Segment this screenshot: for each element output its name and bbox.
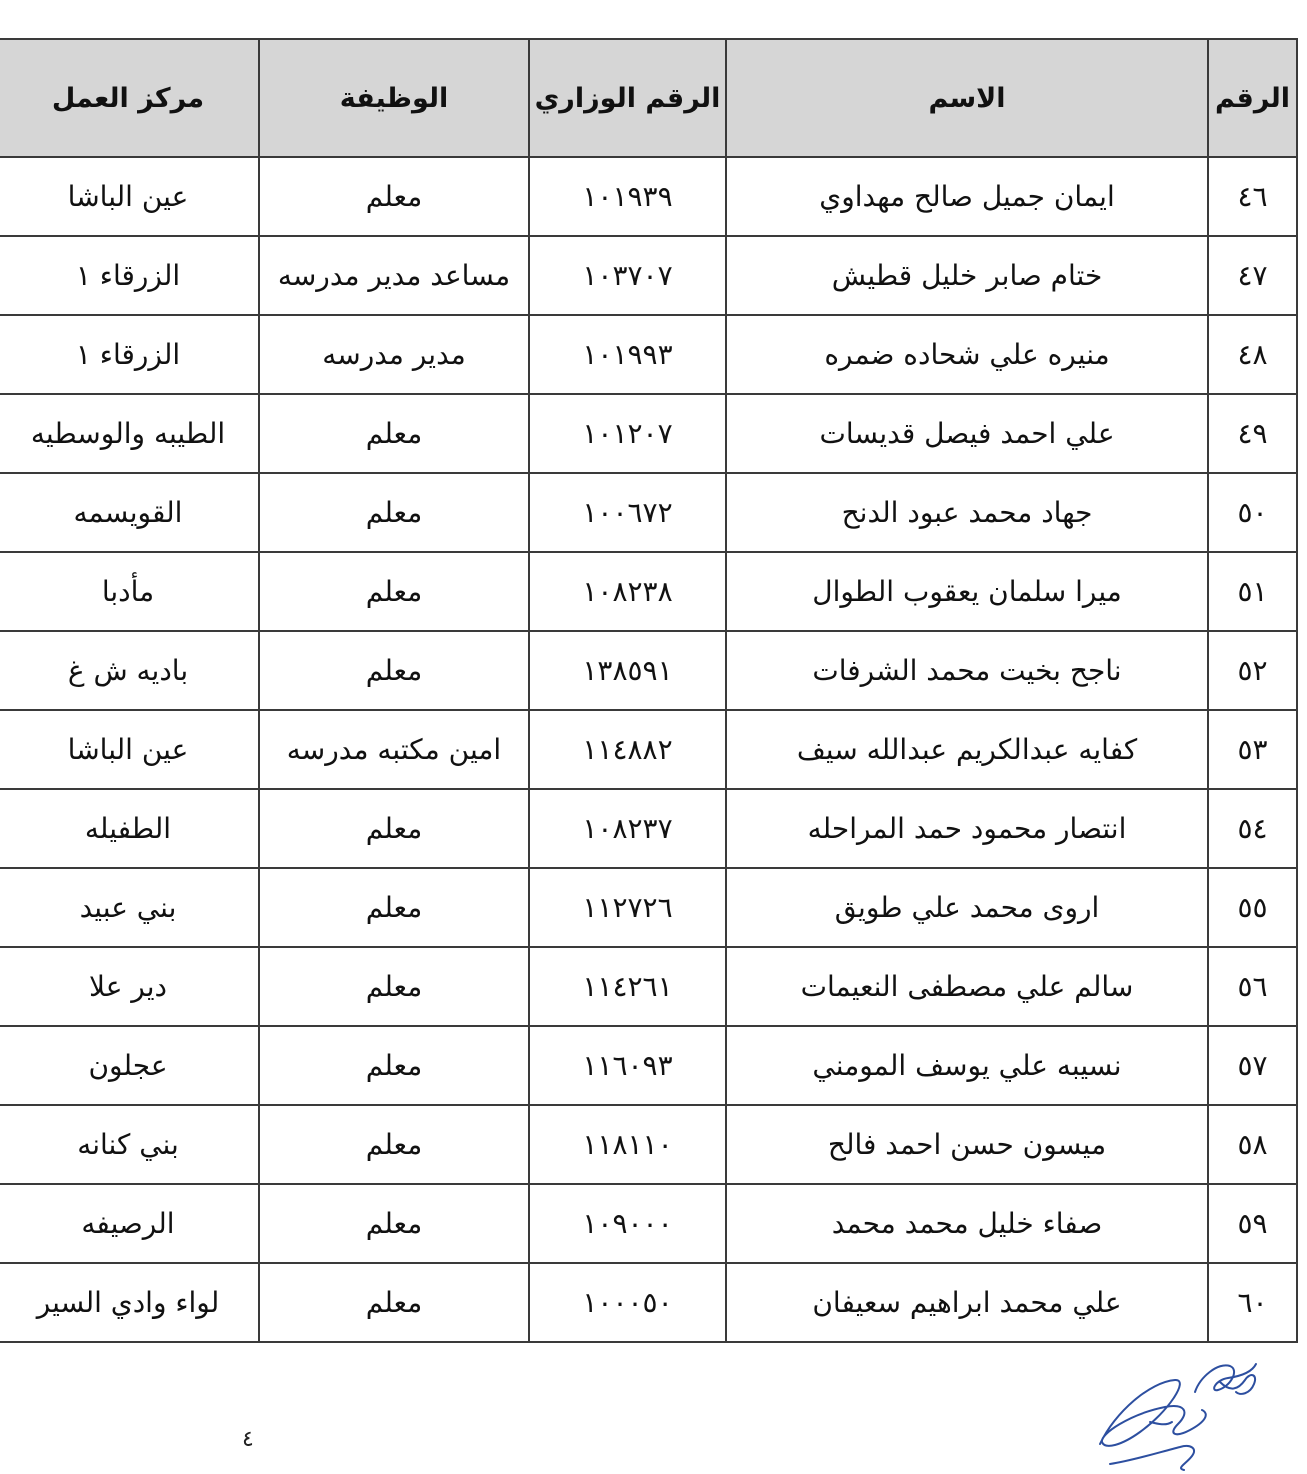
cell-number: ٥٠ bbox=[1208, 473, 1297, 552]
cell-workplace: دير علا bbox=[0, 947, 259, 1026]
table-row bbox=[0, 631, 1297, 710]
cell-job: مدير مدرسه bbox=[259, 315, 529, 394]
cell-name: اروى محمد علي طويق bbox=[726, 868, 1208, 947]
cell-name: صفاء خليل محمد محمد bbox=[726, 1184, 1208, 1263]
cell-name: ميرا سلمان يعقوب الطوال bbox=[726, 552, 1208, 631]
cell-number: ٥٨ bbox=[1208, 1105, 1297, 1184]
cell-ministry-id: ١٠١٢٠٧ bbox=[529, 394, 726, 473]
cell-number: ٤٧ bbox=[1208, 236, 1297, 315]
cell-ministry-id: ١٠٩٠٠٠ bbox=[529, 1184, 726, 1263]
cell-job: معلم bbox=[259, 552, 529, 631]
cell-name: جهاد محمد عبود الدنح bbox=[726, 473, 1208, 552]
cell-ministry-id: ١١٦٠٩٣ bbox=[529, 1026, 726, 1105]
cell-number: ٥١ bbox=[1208, 552, 1297, 631]
cell-name: انتصار محمود حمد المراحله bbox=[726, 789, 1208, 868]
cell-workplace: الطفيله bbox=[0, 789, 259, 868]
cell-job: امين مكتبه مدرسه bbox=[259, 710, 529, 789]
cell-job: معلم bbox=[259, 157, 529, 236]
cell-workplace: عجلون bbox=[0, 1026, 259, 1105]
cell-workplace: الطيبه والوسطيه bbox=[0, 394, 259, 473]
cell-workplace: مأدبا bbox=[0, 552, 259, 631]
table-row bbox=[0, 1026, 1297, 1105]
cell-job: معلم bbox=[259, 1184, 529, 1263]
cell-workplace: بني كنانه bbox=[0, 1105, 259, 1184]
cell-job: معلم bbox=[259, 789, 529, 868]
cell-workplace: الرصيفه bbox=[0, 1184, 259, 1263]
cell-name: سالم علي مصطفى النعيمات bbox=[726, 947, 1208, 1026]
cell-name: ناجح بخيت محمد الشرفات bbox=[726, 631, 1208, 710]
cell-ministry-id: ١١٢٧٢٦ bbox=[529, 868, 726, 947]
cell-name: علي محمد ابراهيم سعيفان bbox=[726, 1263, 1208, 1342]
cell-job: معلم bbox=[259, 868, 529, 947]
cell-number: ٥٥ bbox=[1208, 868, 1297, 947]
cell-ministry-id: ١٠٣٧٠٧ bbox=[529, 236, 726, 315]
cell-number: ٥٣ bbox=[1208, 710, 1297, 789]
table-row bbox=[0, 868, 1297, 947]
cell-job: معلم bbox=[259, 947, 529, 1026]
header-ministry-id: الرقم الوزاري bbox=[529, 39, 726, 157]
cell-workplace: الزرقاء ١ bbox=[0, 315, 259, 394]
cell-job: معلم bbox=[259, 1026, 529, 1105]
page-number: ٤ bbox=[242, 1427, 254, 1452]
cell-workplace: لواء وادي السير bbox=[0, 1263, 259, 1342]
cell-number: ٥٦ bbox=[1208, 947, 1297, 1026]
staff-table bbox=[0, 38, 1298, 1343]
cell-workplace: بني عبيد bbox=[0, 868, 259, 947]
cell-job: معلم bbox=[259, 394, 529, 473]
table-row bbox=[0, 1105, 1297, 1184]
table-row bbox=[0, 1184, 1297, 1263]
table-row bbox=[0, 394, 1297, 473]
cell-job: معلم bbox=[259, 631, 529, 710]
cell-workplace: عين الباشا bbox=[0, 157, 259, 236]
cell-workplace: القويسمه bbox=[0, 473, 259, 552]
cell-ministry-id: ١١٤٢٦١ bbox=[529, 947, 726, 1026]
table-body bbox=[0, 157, 1297, 1342]
cell-ministry-id: ١١٨١١٠ bbox=[529, 1105, 726, 1184]
cell-number: ٤٩ bbox=[1208, 394, 1297, 473]
cell-ministry-id: ١٠٨٢٣٨ bbox=[529, 552, 726, 631]
cell-job: معلم bbox=[259, 1263, 529, 1342]
cell-name: ختام صابر خليل قطيش bbox=[726, 236, 1208, 315]
cell-number: ٤٦ bbox=[1208, 157, 1297, 236]
cell-number: ٥٤ bbox=[1208, 789, 1297, 868]
cell-ministry-id: ١٣٨٥٩١ bbox=[529, 631, 726, 710]
table-row bbox=[0, 473, 1297, 552]
cell-job: مساعد مدير مدرسه bbox=[259, 236, 529, 315]
table-row bbox=[0, 236, 1297, 315]
cell-workplace: الزرقاء ١ bbox=[0, 236, 259, 315]
cell-name: كفايه عبدالكريم عبدالله سيف bbox=[726, 710, 1208, 789]
table-row bbox=[0, 789, 1297, 868]
cell-number: ٥٩ bbox=[1208, 1184, 1297, 1263]
cell-ministry-id: ١١٤٨٨٢ bbox=[529, 710, 726, 789]
table-row bbox=[0, 947, 1297, 1026]
cell-ministry-id: ١٠١٩٣٩ bbox=[529, 157, 726, 236]
cell-ministry-id: ١٠١٩٩٣ bbox=[529, 315, 726, 394]
cell-ministry-id: ١٠٨٢٣٧ bbox=[529, 789, 726, 868]
cell-name: علي احمد فيصل قديسات bbox=[726, 394, 1208, 473]
cell-job: معلم bbox=[259, 1105, 529, 1184]
cell-workplace: عين الباشا bbox=[0, 710, 259, 789]
cell-ministry-id: ١٠٠٦٧٢ bbox=[529, 473, 726, 552]
table-row bbox=[0, 552, 1297, 631]
header-number: الرقم bbox=[1208, 39, 1297, 157]
cell-number: ٥٧ bbox=[1208, 1026, 1297, 1105]
cell-workplace: باديه ش غ bbox=[0, 631, 259, 710]
header-name: الاسم bbox=[726, 39, 1208, 157]
header-workplace: مركز العمل bbox=[0, 39, 259, 157]
cell-job: معلم bbox=[259, 473, 529, 552]
signature-image bbox=[1080, 1352, 1270, 1472]
header-job: الوظيفة bbox=[259, 39, 529, 157]
cell-number: ٦٠ bbox=[1208, 1263, 1297, 1342]
cell-ministry-id: ١٠٠٠٥٠ bbox=[529, 1263, 726, 1342]
cell-name: نسيبه علي يوسف المومني bbox=[726, 1026, 1208, 1105]
cell-name: ميسون حسن احمد فالح bbox=[726, 1105, 1208, 1184]
cell-number: ٥٢ bbox=[1208, 631, 1297, 710]
table-row bbox=[0, 315, 1297, 394]
cell-name: منيره علي شحاده ضمره bbox=[726, 315, 1208, 394]
table-row bbox=[0, 710, 1297, 789]
cell-number: ٤٨ bbox=[1208, 315, 1297, 394]
cell-name: ايمان جميل صالح مهداوي bbox=[726, 157, 1208, 236]
table-row bbox=[0, 157, 1297, 236]
table-header-row bbox=[0, 39, 1297, 157]
table-row bbox=[0, 1263, 1297, 1342]
